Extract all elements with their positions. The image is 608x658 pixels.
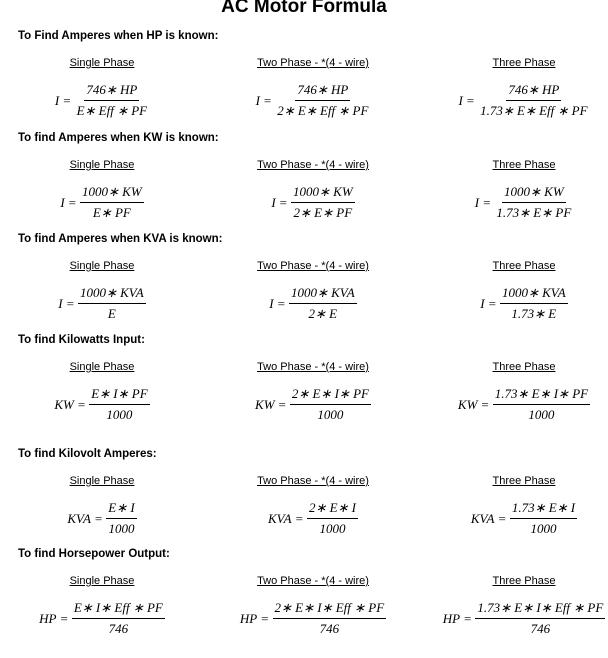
equals-sign: = — [261, 610, 269, 626]
denominator: 1000 — [106, 407, 133, 422]
denominator: 746 — [319, 621, 340, 636]
numerator: 746∗ HP — [295, 82, 350, 101]
numerator: 1.73∗ E∗ I — [510, 500, 577, 519]
denominator: 1000 — [317, 407, 344, 422]
section-heading: To find Amperes when KVA is known: — [18, 233, 223, 245]
fraction — [291, 184, 355, 221]
formula-lhs: I — [269, 295, 274, 311]
formula — [213, 600, 413, 637]
fraction — [289, 285, 357, 322]
numerator: 2∗ E∗ I∗ Eff ∗ PF — [273, 600, 387, 619]
numerator: E∗ I∗ Eff ∗ PF — [72, 600, 165, 619]
equals-sign: = — [466, 92, 475, 108]
denominator: 1.73∗ E∗ PF — [496, 205, 572, 220]
denominator: 2∗ E — [308, 306, 338, 321]
formula — [424, 386, 608, 423]
fraction — [493, 386, 590, 423]
numerator: E∗ I∗ PF — [89, 386, 149, 405]
column-label: Single Phase — [69, 475, 135, 487]
denominator: E∗ PF — [92, 205, 131, 220]
formula — [213, 82, 413, 119]
denominator: 2∗ E∗ PF — [293, 205, 353, 220]
fraction — [307, 500, 358, 537]
formula — [2, 386, 202, 423]
formula — [424, 600, 608, 637]
section-heading: To find Amperes when KW is known: — [18, 132, 219, 144]
numerator: 1000∗ KVA — [289, 285, 357, 304]
numerator: 2∗ E∗ I∗ PF — [290, 386, 371, 405]
equals-sign: = — [488, 295, 496, 311]
numerator: 1.73∗ E∗ I∗ PF — [493, 386, 590, 405]
column-label: Two Phase - *(4 - wire) — [257, 575, 369, 587]
section-heading: To Find Amperes when HP is known: — [18, 30, 219, 42]
denominator: 1000 — [530, 521, 557, 536]
formula-lhs: KW — [54, 396, 74, 412]
numerator: 1000∗ KW — [291, 184, 355, 203]
equals-sign: = — [277, 295, 285, 311]
equals-sign: = — [263, 92, 272, 108]
formula-lhs: KVA — [67, 510, 91, 526]
column-label: Single Phase — [69, 57, 135, 69]
column-label: Two Phase - *(4 - wire) — [257, 260, 369, 272]
equals-sign: = — [68, 194, 77, 210]
fraction — [478, 82, 589, 119]
formula-lhs: I — [474, 194, 480, 210]
section-heading: To find Kilovolt Amperes: — [18, 448, 157, 460]
section-amperes-hp — [0, 30, 608, 140]
numerator: 1000∗ KVA — [500, 285, 568, 304]
page-title: AC Motor Formula — [221, 0, 387, 17]
denominator: 1.73∗ E∗ Eff ∗ PF — [480, 103, 588, 118]
formula-lhs: HP — [39, 610, 57, 626]
section-kilovolt-amperes — [0, 448, 608, 558]
section-amperes-kw — [0, 132, 608, 242]
denominator: E∗ Eff ∗ PF — [76, 103, 148, 118]
column-label: Three Phase — [492, 260, 556, 272]
column-label: Three Phase — [492, 159, 556, 171]
fraction — [75, 82, 150, 119]
fraction — [510, 500, 577, 537]
column-label: Two Phase - *(4 - wire) — [257, 57, 369, 69]
equals-sign: = — [464, 610, 472, 626]
fraction — [273, 600, 387, 637]
fraction — [72, 600, 165, 637]
denominator: 746 — [108, 621, 129, 636]
formula-lhs: I — [255, 92, 260, 108]
formula — [424, 285, 608, 322]
formula-lhs: I — [54, 92, 60, 108]
column-label: Single Phase — [69, 575, 135, 587]
numerator: 1000∗ KW — [502, 184, 566, 203]
formula — [424, 184, 608, 221]
formula-lhs: KW — [255, 396, 275, 412]
column-label: Three Phase — [492, 575, 556, 587]
column-label: Three Phase — [492, 475, 556, 487]
formula — [2, 600, 202, 637]
numerator: 746∗ HP — [506, 82, 561, 101]
equals-sign: = — [279, 194, 288, 210]
formula-lhs: KVA — [470, 510, 495, 526]
formula-lhs: HP — [442, 610, 461, 626]
equals-sign: = — [295, 510, 303, 526]
equals-sign: = — [278, 396, 286, 412]
fraction — [500, 285, 568, 322]
equals-sign: = — [60, 610, 68, 626]
equals-sign: = — [77, 396, 86, 412]
formula — [213, 500, 413, 537]
denominator: 746 — [530, 621, 551, 636]
numerator: 2∗ E∗ I — [307, 500, 358, 519]
section-heading: To find Horsepower Output: — [18, 548, 170, 560]
denominator: 1000 — [319, 521, 346, 536]
column-label: Three Phase — [492, 57, 556, 69]
formula-lhs: KVA — [268, 510, 292, 526]
equals-sign: = — [63, 92, 71, 108]
denominator: 2∗ E∗ Eff ∗ PF — [277, 103, 369, 118]
formula — [424, 500, 608, 537]
formula-lhs: I — [60, 194, 65, 210]
numerator: 746∗ HP — [84, 82, 139, 101]
fraction — [89, 386, 149, 423]
formula — [213, 184, 413, 221]
formula-lhs: I — [58, 295, 63, 311]
fraction — [494, 184, 573, 221]
denominator: 1000 — [108, 521, 135, 536]
equals-sign: = — [94, 510, 103, 526]
column-label: Single Phase — [69, 361, 135, 373]
numerator: 1000∗ KVA — [78, 285, 146, 304]
denominator: 1000 — [528, 407, 555, 422]
column-label: Single Phase — [69, 260, 135, 272]
denominator: E — [107, 306, 116, 321]
column-label: Single Phase — [69, 159, 135, 171]
fraction — [106, 500, 136, 537]
equals-sign: = — [483, 194, 491, 210]
equals-sign: = — [66, 295, 74, 311]
section-horsepower-output — [0, 548, 608, 658]
formula — [2, 184, 202, 221]
formula — [2, 82, 202, 119]
column-label: Three Phase — [492, 361, 556, 373]
fraction — [80, 184, 144, 221]
formula-lhs: I — [458, 92, 463, 108]
section-kilowatts-input — [0, 334, 608, 444]
fraction — [78, 285, 146, 322]
numerator: 1000∗ KW — [80, 184, 144, 203]
formula-lhs: I — [480, 295, 485, 311]
equals-sign: = — [481, 396, 489, 412]
denominator: 1.73∗ E — [511, 306, 557, 321]
fraction — [275, 82, 370, 119]
numerator: E∗ I — [106, 500, 136, 519]
formula-lhs: I — [271, 194, 276, 210]
numerator: 1.73∗ E∗ I∗ Eff ∗ PF — [475, 600, 605, 619]
formula — [424, 82, 608, 119]
formula — [213, 386, 413, 423]
formula — [2, 285, 202, 322]
fraction — [475, 600, 605, 637]
column-label: Two Phase - *(4 - wire) — [257, 361, 369, 373]
formula-lhs: KW — [457, 396, 478, 412]
formula — [213, 285, 413, 322]
column-label: Two Phase - *(4 - wire) — [257, 159, 369, 171]
section-amperes-kva — [0, 233, 608, 343]
formula-lhs: HP — [239, 610, 258, 626]
column-label: Two Phase - *(4 - wire) — [257, 475, 369, 487]
section-heading: To find Kilowatts Input: — [18, 334, 145, 346]
fraction — [290, 386, 371, 423]
equals-sign: = — [498, 510, 506, 526]
formula — [2, 500, 202, 537]
